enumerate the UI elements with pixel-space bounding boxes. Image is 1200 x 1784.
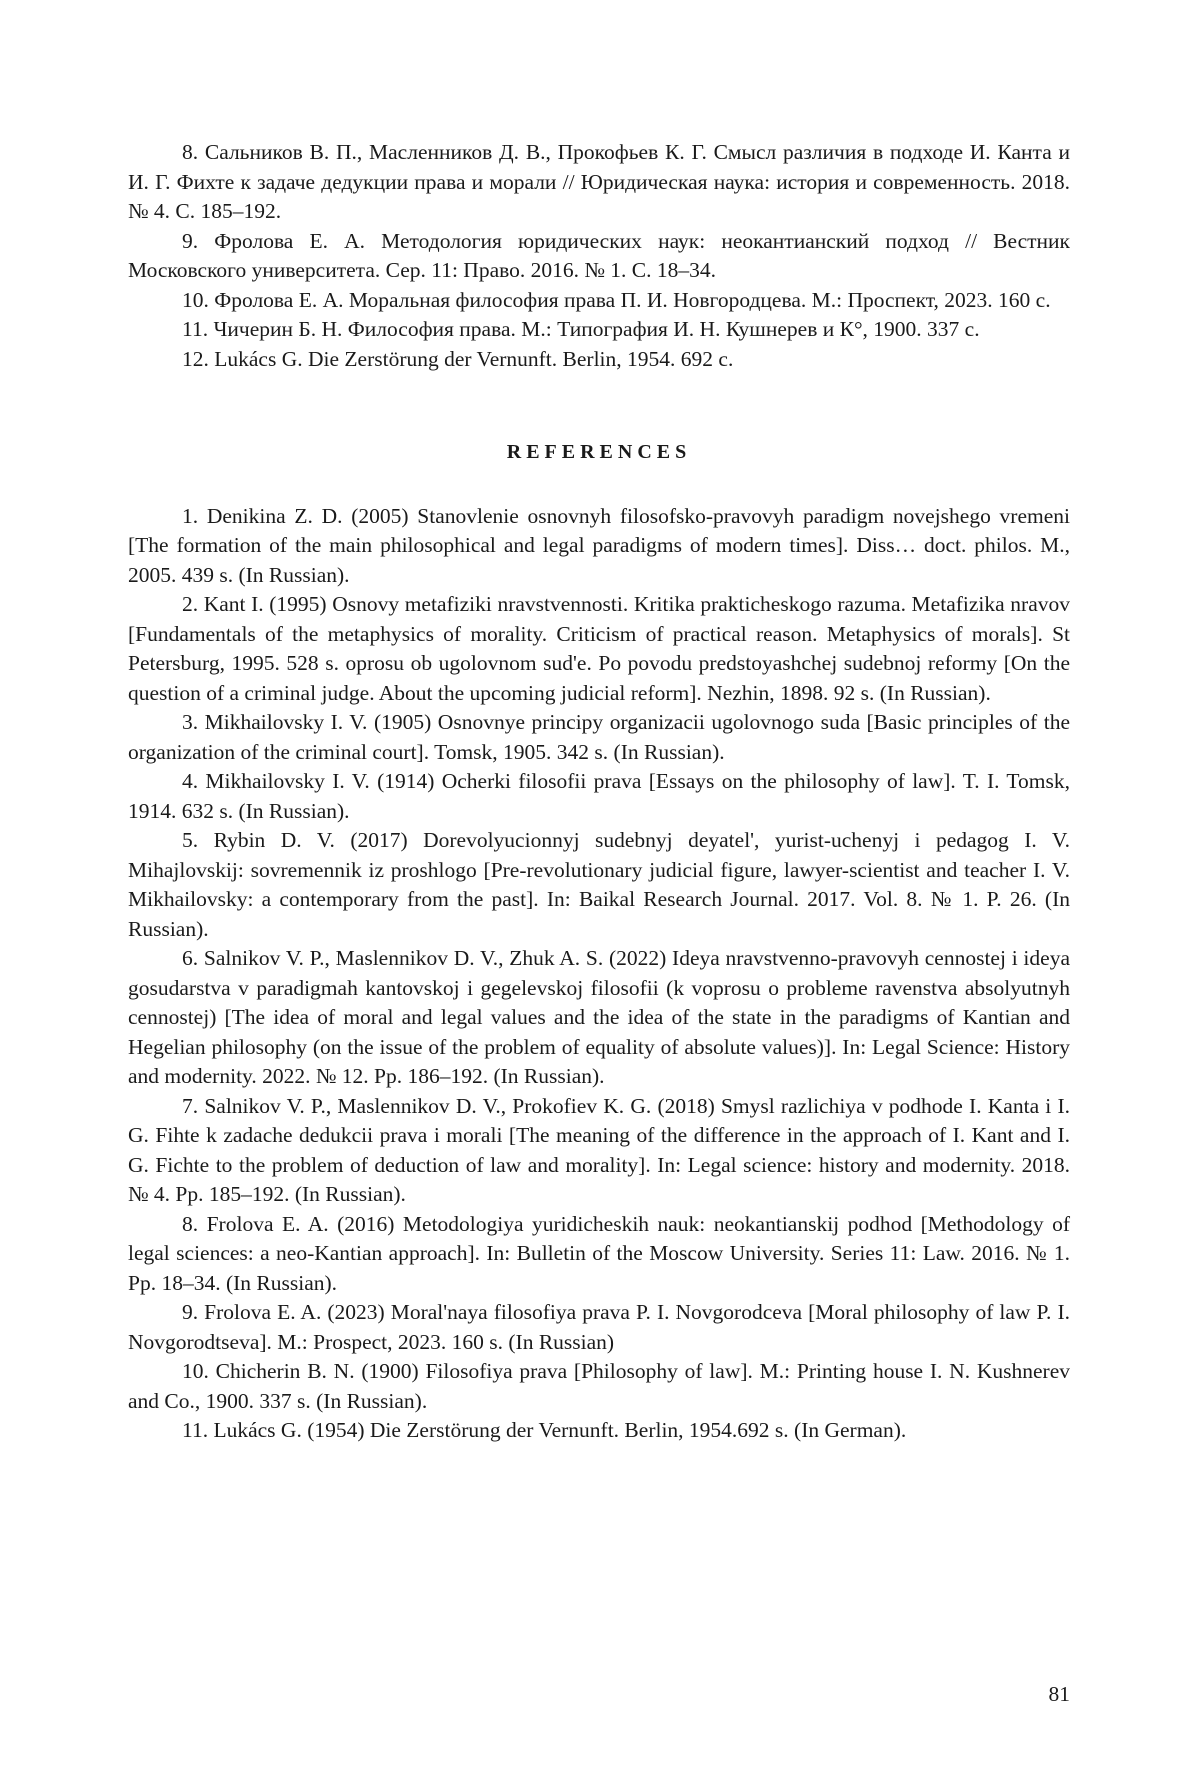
reference-item: 3. Mikhailovsky I. V. (1905) Osnovnye principy organizacii ugolovnogo suda [Basic principles of the organization of the criminal court]. Tomsk, 1905. 342 s. (In Russian).	[128, 708, 1070, 767]
reference-item: 7. Salnikov V. P., Maslennikov D. V., Prokofiev K. G. (2018) Smysl razlichiya v podhode I. Kanta i I. G. Fihte k zadache dedukcii prava i morali [The meaning of the difference in the approach of I. Kant and I. G. Fichte to the problem of deduction of law and morality]. In: Legal science: history and modernity. 2018. № 4. Pp. 185–192. (In Russian).	[128, 1092, 1070, 1210]
reference-item: 11. Lukács G. (1954) Die Zerstörung der Vernunft. Berlin, 1954.692 s. (In German).	[128, 1416, 1070, 1446]
bibliography-item: 9. Фролова Е. А. Методология юридических наук: неокантианский подход // Вестник Московского университета. Сер. 11: Право. 2016. № 1. С. 18–34.	[128, 227, 1070, 286]
bibliography-item: 10. Фролова Е. А. Моральная философия права П. И. Новгородцева. М.: Проспект, 2023. 160 с.	[128, 286, 1070, 316]
reference-item: 8. Frolova E. A. (2016) Metodologiya yuridicheskih nauk: neokantianskij podhod [Methodology of legal sciences: a neo-Kantian approach]. In: Bulletin of the Moscow University. Series 11: Law. 2016. № 1. Pp. 18–34. (In Russian).	[128, 1210, 1070, 1299]
bibliography-item: 8. Сальников В. П., Масленников Д. В., Прокофьев К. Г. Смысл различия в подходе И. Канта и И. Г. Фихте к задаче дедукции права и морали // Юридическая наука: история и современность. 2018. № 4. С. 185–192.	[128, 138, 1070, 227]
bibliography-item: 12. Lukács G. Die Zerstörung der Vernunft. Berlin, 1954. 692 с.	[128, 345, 1070, 375]
page-number: 81	[1035, 1682, 1070, 1707]
reference-item: 4. Mikhailovsky I. V. (1914) Ocherki filosofii prava [Essays on the philosophy of law]. T. I. Tomsk, 1914. 632 s. (In Russian).	[128, 767, 1070, 826]
reference-item: 1. Denikina Z. D. (2005) Stanovlenie osnovnyh filosofsko-pravovyh paradigm novejshego vremeni [The formation of the main philosophical and legal paradigms of modern times]. Diss… doct. philos. M., 2005. 439 s. (In Russian).	[128, 502, 1070, 591]
references-list	[128, 502, 1070, 1446]
reference-item: 5. Rybin D. V. (2017) Dorevolyucionnyj sudebnyj deyatel', yurist-uchenyj i pedagog I. V. Mihajlovskij: sovremennik iz proshlogo [Pre-revolutionary judicial figure, lawyer-scientist and teacher I. V. Mikhailovsky: a contemporary from the past]. In: Baikal Research Journal. 2017. Vol. 8. № 1. P. 26. (In Russian).	[128, 826, 1070, 944]
reference-item: 2. Kant I. (1995) Osnovy metafiziki nravstvennosti. Kritika prakticheskogo razuma. Metafizika nravov [Fundamentals of the metaphysics of morality. Criticism of practical reason. Metaphysics of morals]. St Petersburg, 1995. 528 s. oprosu ob ugolovnom sud'e. Po povodu predstoyashchej sudebnoj reformy [On the question of a criminal judge. About the upcoming judicial reform]. Nezhin, 1898. 92 s. (In Russian).	[128, 590, 1070, 708]
bibliography-item: 11. Чичерин Б. Н. Философия права. М.: Типография И. Н. Кушнерев и К°, 1900. 337 с.	[128, 315, 1070, 345]
page-body	[128, 138, 1070, 1446]
reference-item: 10. Chicherin B. N. (1900) Filosofiya prava [Philosophy of law]. M.: Printing house I. N. Kushnerev and Co., 1900. 337 s. (In Russian).	[128, 1357, 1070, 1416]
reference-item: 6. Salnikov V. P., Maslennikov D. V., Zhuk A. S. (2022) Ideya nravstvenno-pravovyh cennostej i ideya gosudarstva v paradigmah kantovskoj i gegelevskoj filosofii (k voprosu o probleme ravenstva absolyutnyh cennostej) [The idea of moral and legal values and the idea of the state in the paradigms of Kantian and Hegelian philosophy (on the issue of the problem of equality of absolute values)]. In: Legal Science: History and modernity. 2022. № 12. Pp. 186–192. (In Russian).	[128, 944, 1070, 1092]
bibliography-list	[128, 138, 1070, 374]
references-heading: REFERENCES	[128, 438, 1070, 468]
reference-item: 9. Frolova E. A. (2023) Moral'naya filosofiya prava P. I. Novgorodceva [Moral philosophy of law P. I. Novgorodtseva]. M.: Prospect, 2023. 160 s. (In Russian)	[128, 1298, 1070, 1357]
